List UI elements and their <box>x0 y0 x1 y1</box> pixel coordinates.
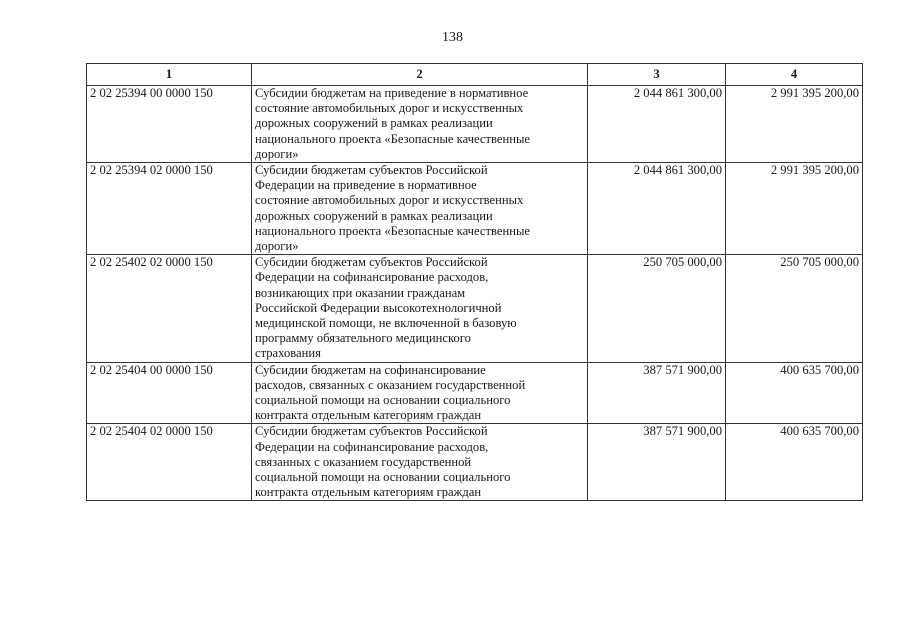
amount-column-4-cell: 400 635 700,00 <box>726 424 863 501</box>
budget-table <box>86 63 863 501</box>
column-header-1: 1 <box>87 64 252 86</box>
table-row <box>87 255 863 362</box>
amount-column-4-cell: 250 705 000,00 <box>726 255 863 362</box>
table-row <box>87 163 863 255</box>
description-line: состояние автомобильных дорог и искусственных <box>255 193 524 208</box>
description-cell <box>252 255 588 362</box>
amount-column-4-cell: 400 635 700,00 <box>726 362 863 424</box>
description-line: Субсидии бюджетам субъектов Российской <box>255 163 488 178</box>
description-line: Субсидии бюджетам субъектов Российской <box>255 424 488 439</box>
description-line: дорожных сооружений в рамках реализации <box>255 116 493 131</box>
table-row <box>87 86 863 163</box>
description-line: Федерации на приведение в нормативное <box>255 178 477 193</box>
amount-column-4-cell: 2 991 395 200,00 <box>726 86 863 163</box>
description-line: национального проекта «Безопасные качественные <box>255 131 530 146</box>
table-row <box>87 362 863 424</box>
column-header-4: 4 <box>726 64 863 86</box>
amount-column-3-cell: 250 705 000,00 <box>588 255 726 362</box>
description-line: медицинской помощи, не включенной в базовую <box>255 316 517 331</box>
table-row <box>87 424 863 501</box>
description-line: связанных с оказанием государственной <box>255 454 472 469</box>
header-row <box>87 64 863 86</box>
table-body <box>87 86 863 501</box>
description-cell <box>252 362 588 424</box>
description-line: контракта отдельным категориям граждан <box>255 408 482 423</box>
amount-column-3-cell: 387 571 900,00 <box>588 424 726 501</box>
description-line: Российской Федерации высокотехнологичной <box>255 300 502 315</box>
budget-code-cell: 2 02 25402 02 0000 150 <box>87 255 252 362</box>
description-line: Федерации на софинансирование расходов, <box>255 439 489 454</box>
budget-code-cell: 2 02 25394 00 0000 150 <box>87 86 252 163</box>
description-line: дороги» <box>255 146 299 161</box>
description-line: Субсидии бюджетам субъектов Российской <box>255 255 488 270</box>
description-cell <box>252 424 588 501</box>
budget-code-cell: 2 02 25394 02 0000 150 <box>87 163 252 255</box>
description-line: национального проекта «Безопасные качественные <box>255 223 530 238</box>
description-line: дороги» <box>255 239 299 254</box>
description-line: Субсидии бюджетам на софинансирование <box>255 362 486 377</box>
amount-column-3-cell: 2 044 861 300,00 <box>588 86 726 163</box>
description-line: страхования <box>255 346 321 361</box>
description-line: контракта отдельным категориям граждан <box>255 485 482 500</box>
description-line: Федерации на софинансирование расходов, <box>255 270 489 285</box>
budget-code-cell: 2 02 25404 02 0000 150 <box>87 424 252 501</box>
description-line: возникающих при оказании гражданам <box>255 285 466 300</box>
amount-column-4-cell: 2 991 395 200,00 <box>726 163 863 255</box>
budget-code-cell: 2 02 25404 00 0000 150 <box>87 362 252 424</box>
column-header-2: 2 <box>252 64 588 86</box>
page-number: 138 <box>442 30 463 45</box>
description-line: Субсидии бюджетам на приведение в нормативное <box>255 86 529 100</box>
amount-column-3-cell: 2 044 861 300,00 <box>588 163 726 255</box>
amount-column-3-cell: 387 571 900,00 <box>588 362 726 424</box>
description-line: программу обязательного медицинского <box>255 331 471 346</box>
description-line: расходов, связанных с оказанием государственной <box>255 377 526 392</box>
description-cell <box>252 163 588 255</box>
description-cell <box>252 86 588 163</box>
description-line: социальной помощи на основании социального <box>255 470 511 485</box>
description-line: социальной помощи на основании социального <box>255 393 511 408</box>
description-line: дорожных сооружений в рамках реализации <box>255 208 493 223</box>
description-line: состояние автомобильных дорог и искусственных <box>255 101 524 116</box>
column-header-3: 3 <box>588 64 726 86</box>
